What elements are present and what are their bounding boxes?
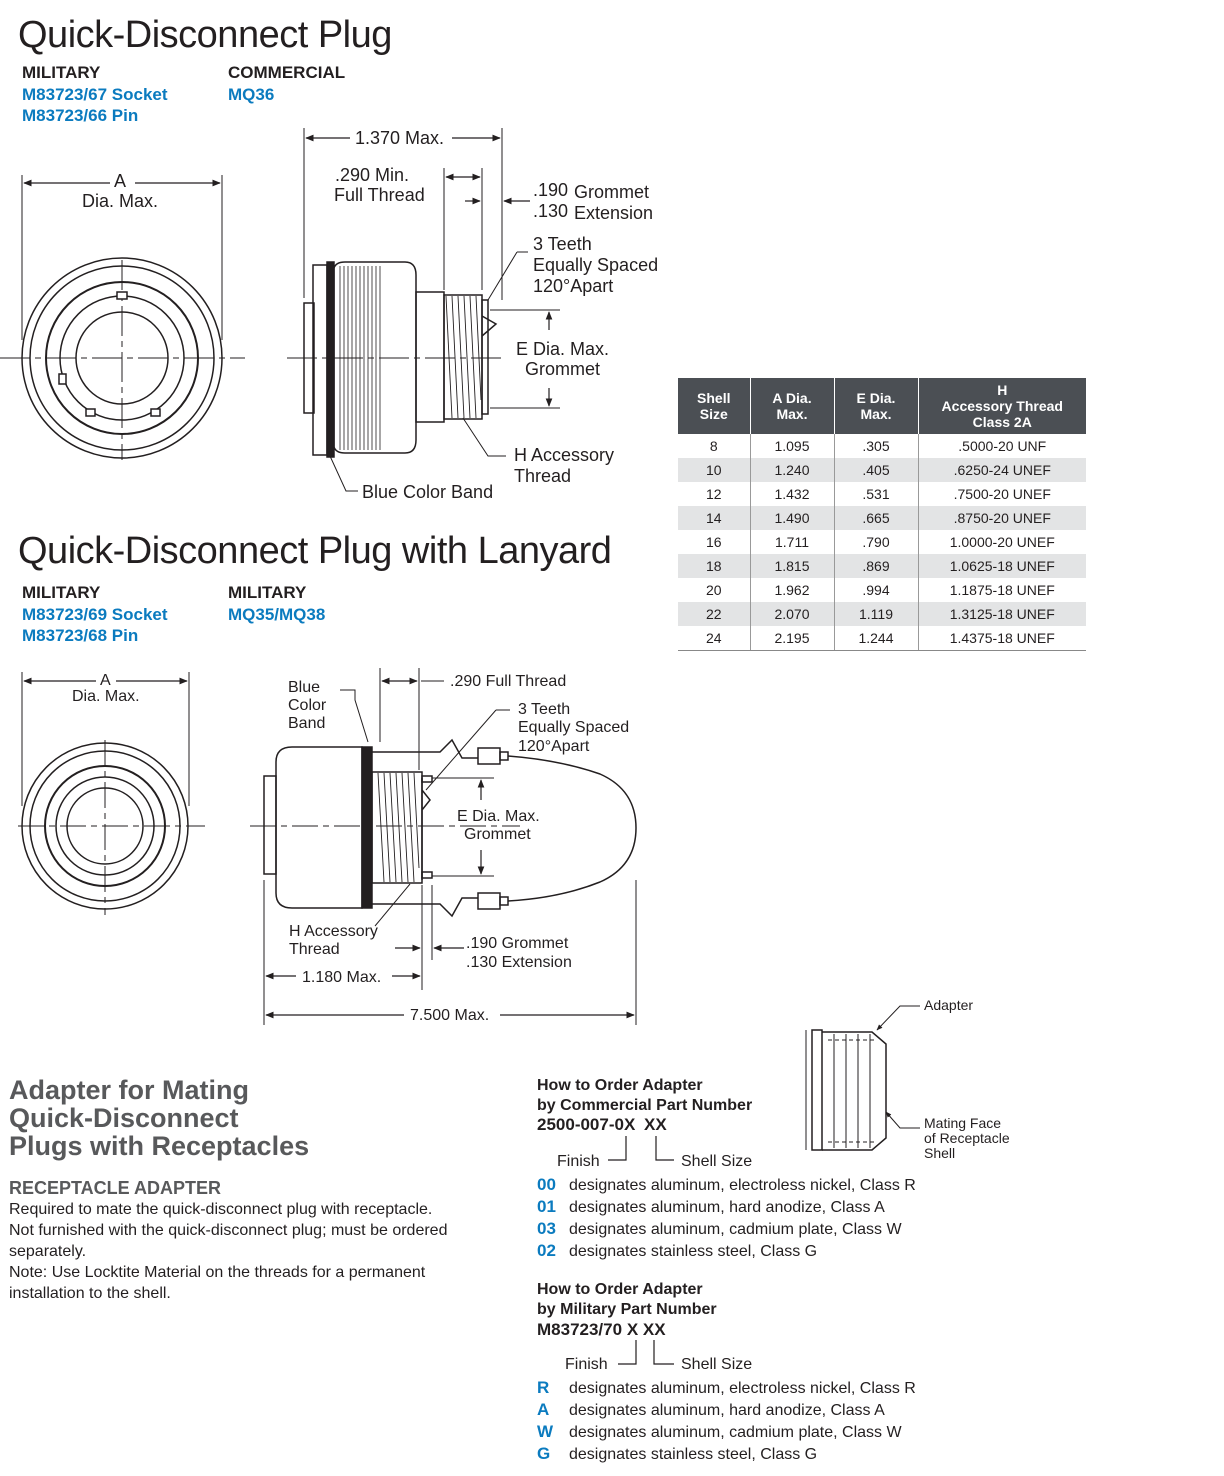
- table-row: 22 2.070 1.119 1.3125-18 UNEF: [678, 602, 1086, 626]
- finish-label: Finish: [557, 1153, 600, 1170]
- list-item: W designates aluminum, cadmium plate, Class W: [537, 1422, 902, 1441]
- table-row: 20 1.962 .994 1.1875-18 UNEF: [678, 578, 1086, 602]
- callout-apart: 120°Apart: [518, 738, 590, 755]
- part-number: M83723/68 Pin: [22, 626, 139, 645]
- col-h-thread: H Accessory Thread Class 2A: [918, 378, 1086, 434]
- s1-commercial-part: MQ36: [228, 85, 275, 104]
- s2-military2-label: MILITARY: [228, 583, 307, 602]
- s1-commercial-label: COMMERCIAL: [228, 63, 346, 82]
- callout-band-1: Blue: [288, 679, 321, 696]
- callout-teeth: 3 Teeth: [518, 701, 571, 718]
- order-commercial-brackets: [600, 1134, 680, 1168]
- callout-min-thread: .290 Min.: [335, 165, 410, 185]
- plug-front-view: [0, 258, 245, 460]
- callout-130: .130: [533, 201, 569, 221]
- adapter-label: Adapter: [924, 997, 974, 1013]
- table-row: 12 1.432 .531 .7500-20 UNEF: [678, 482, 1086, 506]
- mating-face-label-2: of Receptacle: [924, 1130, 1010, 1146]
- section2-title: Quick-Disconnect Plug with Lanyard: [18, 530, 612, 572]
- callout-spaced: Equally Spaced: [533, 255, 659, 275]
- list-item: G designates stainless steel, Class G: [537, 1444, 818, 1463]
- callout-e-grommet: Grommet: [464, 826, 531, 843]
- callout-h-acc: H Accessory: [514, 445, 615, 465]
- lanyard-front-view: [18, 740, 205, 915]
- table-row: 10 1.240 .405 .6250-24 UNEF: [678, 458, 1086, 482]
- shell-size-label: Shell Size: [681, 1153, 753, 1170]
- callout-spaced: Equally Spaced: [518, 719, 630, 736]
- callout-band-2: Color: [288, 697, 327, 714]
- lanyard-plug-drawing: [0, 660, 680, 1040]
- callout-extension: Extension: [574, 203, 654, 223]
- part-number: M83723/69 Socket: [22, 605, 168, 624]
- callout-teeth: 3 Teeth: [533, 234, 592, 254]
- list-item: 02 designates stainless steel, Class G: [537, 1241, 818, 1260]
- list-item: 00 designates aluminum, electroless nickel, Class R: [537, 1175, 916, 1194]
- callout-a-dia: Dia. Max.: [82, 191, 159, 211]
- order-military-options: [537, 1377, 916, 1465]
- callout-130: .130 Extension: [466, 954, 572, 971]
- list-item: R designates aluminum, electroless nickel, Class R: [537, 1378, 916, 1397]
- table-row: 18 1.815 .869 1.0625-18 UNEF: [678, 554, 1086, 578]
- callout-apart: 120°Apart: [533, 276, 614, 296]
- part-number: M83723/66 Pin: [22, 106, 139, 125]
- callout-full-thread: Full Thread: [334, 185, 425, 205]
- callout-max-len: 1.370 Max.: [355, 128, 445, 148]
- table-row: 24 2.195 1.244 1.4375-18 UNEF: [678, 626, 1086, 651]
- callout-e-grommet: Grommet: [525, 359, 601, 379]
- order-military-brackets: [600, 1338, 680, 1372]
- callout-band: Blue Color Band: [362, 482, 494, 502]
- callout-a-dia: Dia. Max.: [72, 688, 140, 705]
- adapter-title: Adapter for Mating Quick-Disconnect Plugs with Receptacles: [9, 1075, 310, 1161]
- list-item: A designates aluminum, hard anodize, Class A: [537, 1400, 885, 1419]
- callout-e-dia: E Dia. Max.: [457, 808, 540, 825]
- shell-size-label: Shell Size: [681, 1356, 753, 1373]
- col-shell: Shell Size: [678, 378, 750, 434]
- callout-band-3: Band: [288, 715, 326, 732]
- callout-h-thread: Thread: [289, 941, 340, 958]
- section1-title: Quick-Disconnect Plug: [18, 14, 392, 56]
- adapter-description: Required to mate the quick-disconnect plug with receptacle. Not furnished with the quick-disconnect plug; must be ordered separately. Note: Use Locktite Material on the threads for a permanent installation to the shell.: [9, 1201, 448, 1302]
- table-row: 14 1.490 .665 .8750-20 UNEF: [678, 506, 1086, 530]
- callout-190: .190: [533, 180, 569, 200]
- mating-face-label-3: Shell: [924, 1145, 956, 1161]
- plug-drawing: [0, 120, 680, 510]
- callout-a: A: [114, 171, 127, 191]
- callout-h-thread: Thread: [514, 466, 572, 486]
- callout-full-thread: .290 Full Thread: [450, 673, 567, 690]
- callout-190: .190 Grommet: [466, 935, 569, 952]
- s2-military-label: MILITARY: [22, 583, 101, 602]
- order-commercial-options: [537, 1174, 916, 1262]
- list-item: 03 designates aluminum, cadmium plate, Class W: [537, 1219, 902, 1238]
- col-e-dia: E Dia. Max.: [834, 378, 918, 434]
- adapter-subtitle: RECEPTACLE ADAPTER: [9, 1178, 222, 1198]
- callout-h-acc: H Accessory: [289, 923, 378, 940]
- order-commercial-code: 2500-007-0X XX: [537, 1115, 667, 1134]
- lanyard-side-view: [250, 740, 636, 916]
- table-row: 16 1.711 .790 1.0000-20 UNEF: [678, 530, 1086, 554]
- callout-len-1180: 1.180 Max.: [302, 969, 382, 986]
- s2-military-parts: [22, 604, 168, 646]
- order-military-code: M83723/70 X XX: [537, 1320, 666, 1339]
- part-number: M83723/67 Socket: [22, 85, 168, 104]
- s2-military2-part: MQ35/MQ38: [228, 605, 326, 624]
- order-military-heading: How to Order Adapter by Military Part Number: [537, 1281, 717, 1318]
- callout-e-dia: E Dia. Max.: [516, 339, 610, 359]
- list-item: 01 designates aluminum, hard anodize, Class A: [537, 1197, 885, 1216]
- callout-len-7500: 7.500 Max.: [410, 1007, 490, 1024]
- spec-table: [678, 378, 1086, 651]
- order-commercial-heading: How to Order Adapter by Commercial Part Number: [537, 1077, 753, 1114]
- callout-a: A: [100, 672, 111, 689]
- plug-side-view: [287, 262, 505, 457]
- s1-military-label: MILITARY: [22, 63, 101, 82]
- mating-face-label-1: Mating Face: [924, 1115, 1002, 1131]
- finish-label: Finish: [565, 1356, 608, 1373]
- adapter-drawing: [790, 990, 1030, 1170]
- col-a-dia: A Dia. Max.: [750, 378, 834, 434]
- callout-grommet: Grommet: [574, 182, 650, 202]
- table-row: 8 1.095 .305 .5000-20 UNF: [678, 434, 1086, 458]
